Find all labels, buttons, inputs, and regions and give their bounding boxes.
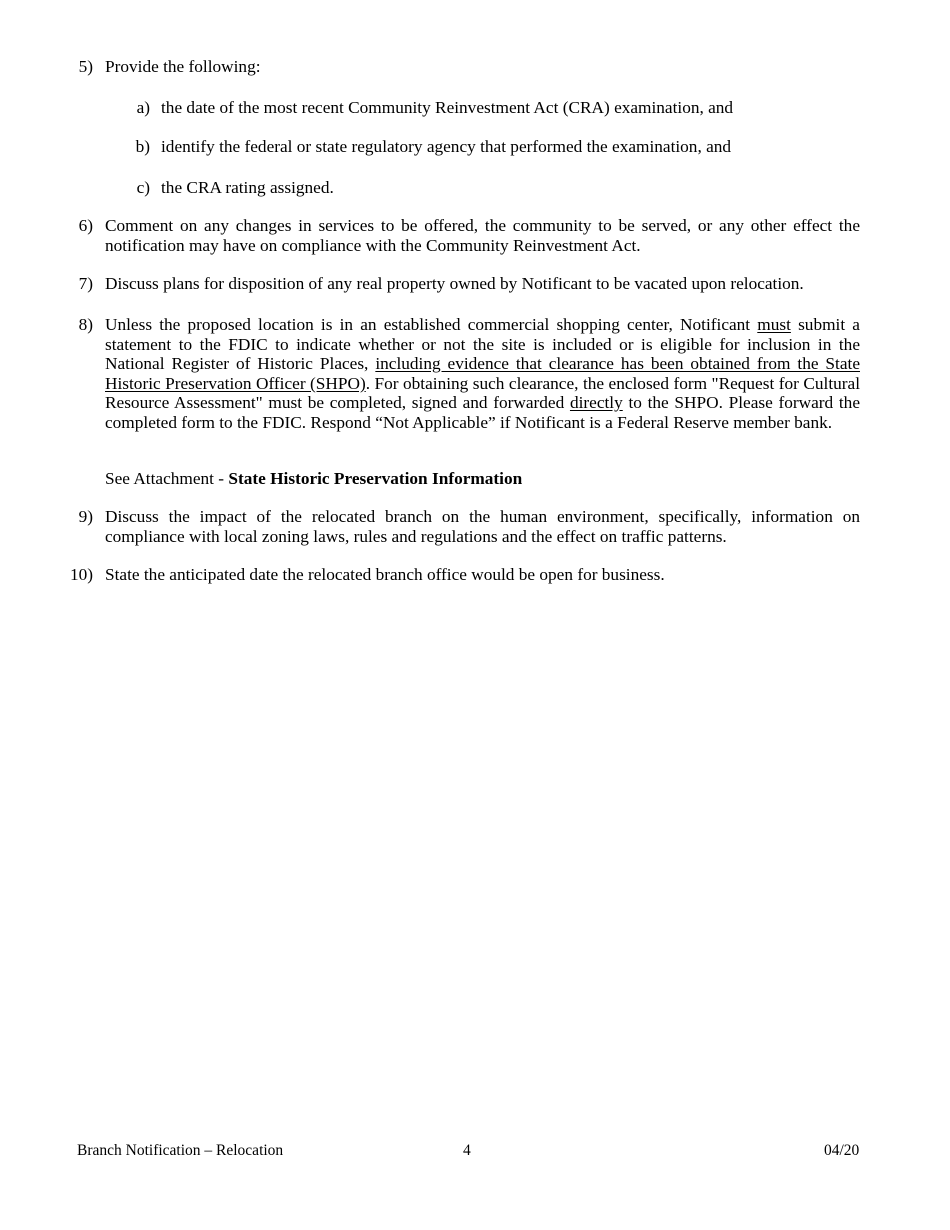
item-text-part: Unless the proposed location is in an established commercial shopping center, Notificant [105,315,758,334]
item-number: 7) [78,274,93,293]
attachment-text [105,469,860,489]
emphasis-directly: directly [569,393,623,412]
sub-item-letter: b) [135,137,150,156]
sub-item-text: identify the federal or state regulatory agency that performed the examination, and [161,137,732,156]
footer-left: Branch Notification – Relocation [77,1142,284,1159]
footer-date: 04/20 [824,1142,860,1159]
item-text: Discuss the impact of the relocated branch on the human environment, specifically, information on compliance with local zoning laws, rules and regulations and the effect on traffic patterns. [105,507,860,546]
attachment-prefix: See Attachment - [105,469,229,488]
item-text [105,315,860,432]
sub-item-text: the CRA rating assigned. [161,178,334,197]
item-text-part: to the SHPO. Please forward the completed form to the FDIC. Respond “Not Applicable” if Notificant is a Federal Reserve member bank. [105,393,860,432]
item-number: 5) [78,57,93,76]
footer-page-number: 4 [463,1142,471,1159]
item-text: Comment on any changes in services to be offered, the community to be served, or any other effect the notification may have on compliance with the Community Reinvestment Act. [105,216,860,255]
attachment-title: State Historic Preservation Information [228,469,523,488]
item-text: Provide the following: [105,57,261,76]
sub-item-text: the date of the most recent Community Reinvestment Act (CRA) examination, and [161,98,734,117]
item-text-part: submit a statement to the FDIC to indicate whether or not the site is included or is eligible for inclusion in the National Register of Historic Places, [105,315,860,373]
item-text-part: . For obtaining such clearance, the enclosed form "Request for Cultural Resource Assessment" must be completed, signed and forwarded [105,373,860,412]
item-number: 10) [69,565,93,584]
item-number: 9) [78,507,93,526]
sub-item-letter: c) [136,178,150,197]
item-text: Discuss plans for disposition of any real property owned by Notificant to be vacated upon relocation. [105,274,804,293]
emphasis-shpo-clearance: including evidence that clearance has been obtained from the State Historic Preservation Officer (SHPO) [105,354,860,393]
item-number: 6) [78,216,93,235]
sub-item-letter: a) [136,98,150,117]
emphasis-must: must [757,315,791,334]
item-text: State the anticipated date the relocated branch office would be open for business. [105,565,665,584]
item-number: 8) [78,315,93,334]
